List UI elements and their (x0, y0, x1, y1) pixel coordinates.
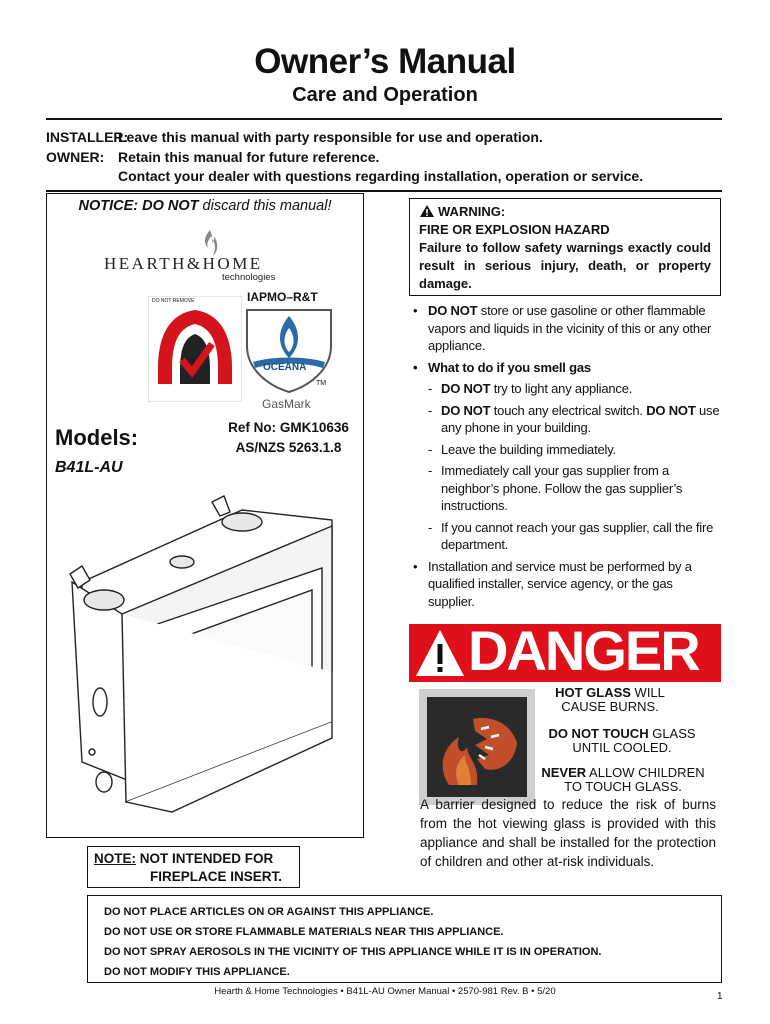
warning-sub-5: - If you cannot reach your gas supplier, call the fire department. (428, 519, 714, 552)
bullet-1-bold: DO NOT (428, 303, 478, 318)
hot-glass-pictogram (419, 689, 535, 805)
warning-head-text: WARNING: (438, 204, 506, 219)
sub-2-text: use any phone in your building. (441, 402, 720, 435)
owner-text-1: Retain this manual for future reference. (118, 149, 380, 165)
warning-sub-2: - DO NOT touch any electrical switch. DO NOT use any phone in your building. (428, 402, 720, 435)
brand-word: HEARTH&HOME (104, 254, 263, 273)
sub-3-text: Leave the building immediately. (441, 441, 616, 457)
iapmo-label: IAPMO–R&T (247, 290, 318, 304)
note-text-1: NOT INTENDED FOR (139, 851, 274, 866)
notice-line (46, 198, 364, 214)
sub-2-mid: touch any electrical switch. (490, 402, 647, 418)
installer-line (46, 128, 543, 146)
danger-word: DANGER (468, 619, 699, 682)
ref-number: Ref No: GMK10636 (228, 420, 349, 435)
reference-numbers (196, 418, 381, 458)
warning-head (419, 203, 711, 221)
brand-tech: technologies (222, 272, 276, 283)
sub-5-text: If you cannot reach your gas supplier, call the fire department. (441, 519, 714, 552)
footer-text: Hearth & Home Technologies • B41L-AU Owner Manual • 2570-981 Rev. B • 5/20 (214, 986, 556, 997)
installer-text: Leave this manual with party responsible for use and operation. (118, 129, 543, 145)
appliance-warning-3: DO NOT SPRAY AEROSOLS IN THE VICINITY OF THIS APPLIANCE WHILE IT IS IN OPERATION. (104, 946, 602, 958)
warning-bullet-2: • What to do if you smell gas (413, 359, 591, 375)
notice-rest: discard this manual! (198, 198, 332, 214)
bullet-2-text: What to do if you smell gas (428, 359, 591, 375)
warning-body: Failure to follow safety warnings exactly could result in serious injury, death, or property damage. (419, 240, 711, 291)
appliance-warning-2: DO NOT USE OR STORE FLAMMABLE MATERIALS NEAR THIS APPLIANCE. (104, 926, 504, 938)
warning-hazard: FIRE OR EXPLOSION HAZARD (419, 222, 610, 237)
do-not-touch-warning (536, 727, 708, 755)
warning-box (409, 198, 721, 296)
children-2-text: TO TOUCH GLASS. (564, 779, 682, 794)
owner-key: OWNER: (46, 149, 105, 165)
touch-1-bold: DO NOT TOUCH (548, 726, 649, 741)
warning-list (409, 302, 721, 614)
standard-number: AS/NZS 5263.1.8 (235, 440, 342, 455)
warning-sub-1: - DO NOT try to light any appliance. (428, 381, 633, 396)
owner-text-2: Contact your dealer with questions regarding installation, operation or service. (118, 168, 644, 184)
instructions-rule (46, 190, 722, 192)
hot-1-bold: HOT GLASS (555, 685, 631, 700)
sub-1-bold: DO NOT (441, 381, 491, 396)
appliance-warning-4: DO NOT MODIFY THIS APPLIANCE. (104, 966, 290, 978)
tm-mark: TM (316, 380, 327, 387)
note-label: NOTE: (94, 851, 136, 866)
warning-bullet-3: • Installation and service must be performed by a qualified installer, service agency, or the gas supplier. (413, 558, 692, 609)
hot-glass-hand-icon (419, 689, 535, 805)
gasmark-label: GasMark (262, 397, 311, 411)
touch-1-text: GLASS (648, 726, 696, 741)
fireplace-illustration (62, 482, 358, 826)
bullet-1-text: store or use gasoline or other flammable vapors and liquids in the vicinity of this or any other appliance. (428, 303, 712, 353)
page-number: 1 (717, 991, 723, 1002)
warning-sub-4: - Immediately call your gas supplier from a neighbor’s phone. Follow the gas supplier’s instructions. (428, 463, 683, 513)
never-bold: NEVER (541, 765, 587, 780)
model-number: B41L-AU (55, 459, 123, 476)
sub-2-bold-2: DO NOT (646, 402, 696, 418)
warning-triangle-icon (419, 204, 435, 218)
certification-mark-icon (148, 296, 242, 402)
hot-1-text: WILL (630, 685, 665, 700)
installer-key: INSTALLER: (46, 129, 129, 145)
sub-4-text: Immediately call your gas supplier from a neighbor’s phone. Follow the gas supplier’s instructions. (441, 463, 683, 513)
models-label: Models: (55, 425, 139, 450)
page-title: Owner’s Manual (254, 42, 516, 81)
note-box (87, 846, 300, 888)
never-text: ALLOW CHILDREN (586, 765, 705, 780)
appliance-warnings-box (87, 895, 722, 983)
children-warning (524, 766, 722, 794)
danger-triangle-icon (414, 628, 466, 678)
cert-small-text: DO NOT REMOVE (152, 298, 195, 304)
warning-bullet-1: • DO NOT store or use gasoline or other flammable vapors and liquids in the vicinity of this or any other appliance. (413, 303, 712, 353)
warning-sub-3: - Leave the building immediately. (428, 441, 616, 457)
fireplace-drawing-icon (62, 482, 358, 826)
note-text-2: FIREPLACE INSERT. (150, 869, 283, 884)
notice-bold: NOTICE: DO NOT (78, 198, 199, 214)
certification-logo (148, 296, 242, 402)
hot-glass-warning (540, 686, 680, 714)
oceana-label: OCEANA (263, 362, 307, 373)
page-subtitle: Care and Operation (292, 84, 478, 106)
barrier-paragraph: A barrier designed to reduce the risk of burns from the hot viewing glass is provided with this appliance and shall be installed for the protection of children and other at-risk individuals. (420, 797, 716, 869)
sub-1-text: try to light any appliance. (490, 381, 633, 396)
owner-line (46, 148, 379, 166)
appliance-warning-1: DO NOT PLACE ARTICLES ON OR AGAINST THIS APPLIANCE. (104, 906, 434, 918)
bullet-3-text: Installation and service must be performed by a qualified installer, service agency, or the gas supplier. (428, 558, 692, 609)
sub-2-bold: DO NOT (441, 402, 491, 418)
header-rule (46, 118, 722, 120)
hot-2-text: CAUSE BURNS. (561, 699, 659, 714)
touch-2-text: UNTIL COOLED. (572, 740, 672, 755)
